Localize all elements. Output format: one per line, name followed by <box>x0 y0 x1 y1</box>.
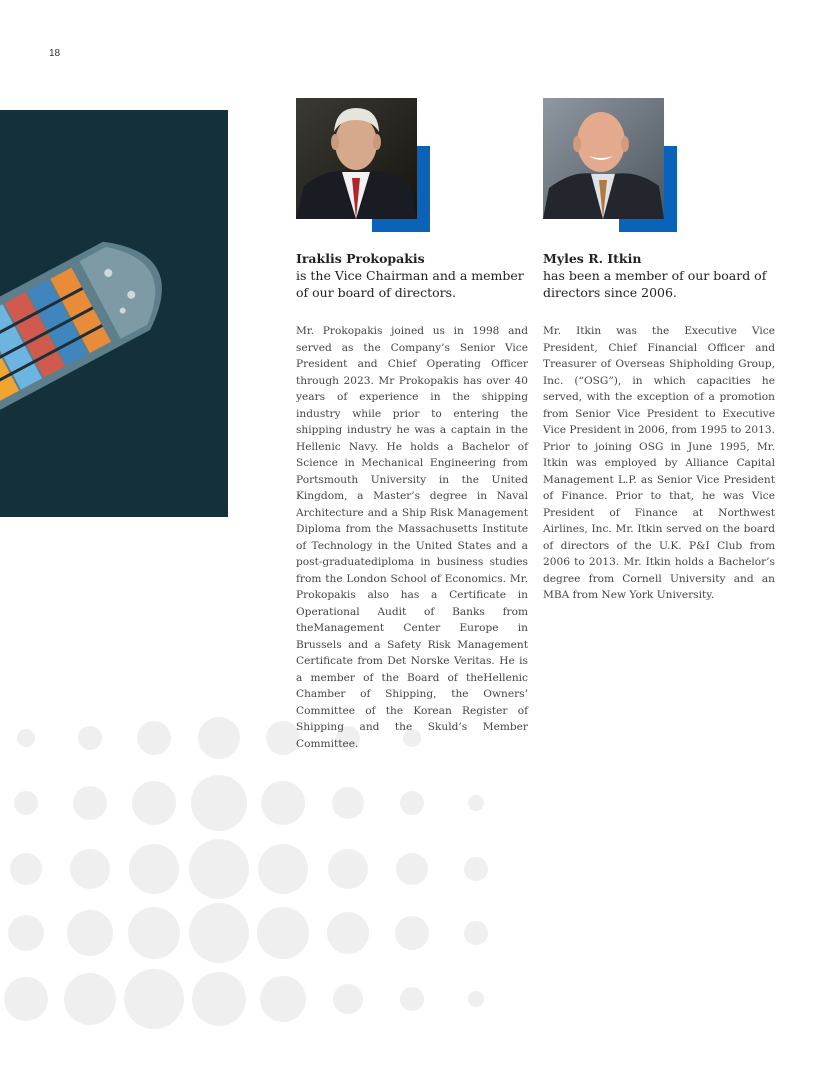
director-portrait-itkin <box>543 98 677 232</box>
director-column-prokopakis <box>296 250 528 752</box>
director-role: is the Vice Chairman and a member of our board of directors. <box>296 268 524 300</box>
director-name: Myles R. Itkin <box>543 251 642 266</box>
director-portrait-prokopakis <box>296 98 430 232</box>
director-bio: Mr. Prokopakis joined us in 1998 and served as the Company’s Senior Vice President and Chief Operating Officer through 2023. Mr Prokopakis has over 40 years of experience in the shipping industry while prior to entering the shipping industry he was a captain in the Hellenic Navy. He holds a Bachelor of Science in Mechanical Engineering from Portsmouth University in the United Kingdom, a Master’s degree in Naval Architecture and a Ship Risk Management Diploma from the Massachusetts Institute of Technology in the United States and a post-graduatediploma in business studies from the London School of Economics. Mr. Prokopakis also has a Certificate in Operational Audit of Banks from theManagement Center Europe in Brussels and a Safety Risk Management Certificate from Det Norske Veritas. He is a member of the Board of theHellenic Chamber of Shipping, the Owners’ Committee of the Korean Register of Shipping and the Skuld’s Member Committee. <box>296 325 528 750</box>
director-bio: Mr. Itkin was the Executive Vice President, Chief Financial Officer and Treasurer of Overseas Shipholding Group, Inc. (“OSG”), in which capacities he served, with the exception of a promotion from Senior Vice President to Executive Vice President in 2006, from 1995 to 2013. Prior to joining OSG in June 1995, Mr. Itkin was employed by Alliance Capital Management L.P. as Senior Vice President of Finance. Prior to that, he was Vice President of Finance at Northwest Airlines, Inc. Mr. Itkin served on the board of directors of the U.K. P&I Club from 2006 to 2013. Mr. Itkin holds a Bachelor’s degree from Cornell University and an MBA from New York University. <box>543 325 775 601</box>
director-name: Iraklis Prokopakis <box>296 251 425 266</box>
page-number: 18 <box>49 48 61 59</box>
director-column-itkin <box>543 250 775 604</box>
director-role: has been a member of our board of directors since 2006. <box>543 268 767 300</box>
container-ship-photo <box>0 110 228 517</box>
decorative-dot-pattern <box>0 710 500 1061</box>
